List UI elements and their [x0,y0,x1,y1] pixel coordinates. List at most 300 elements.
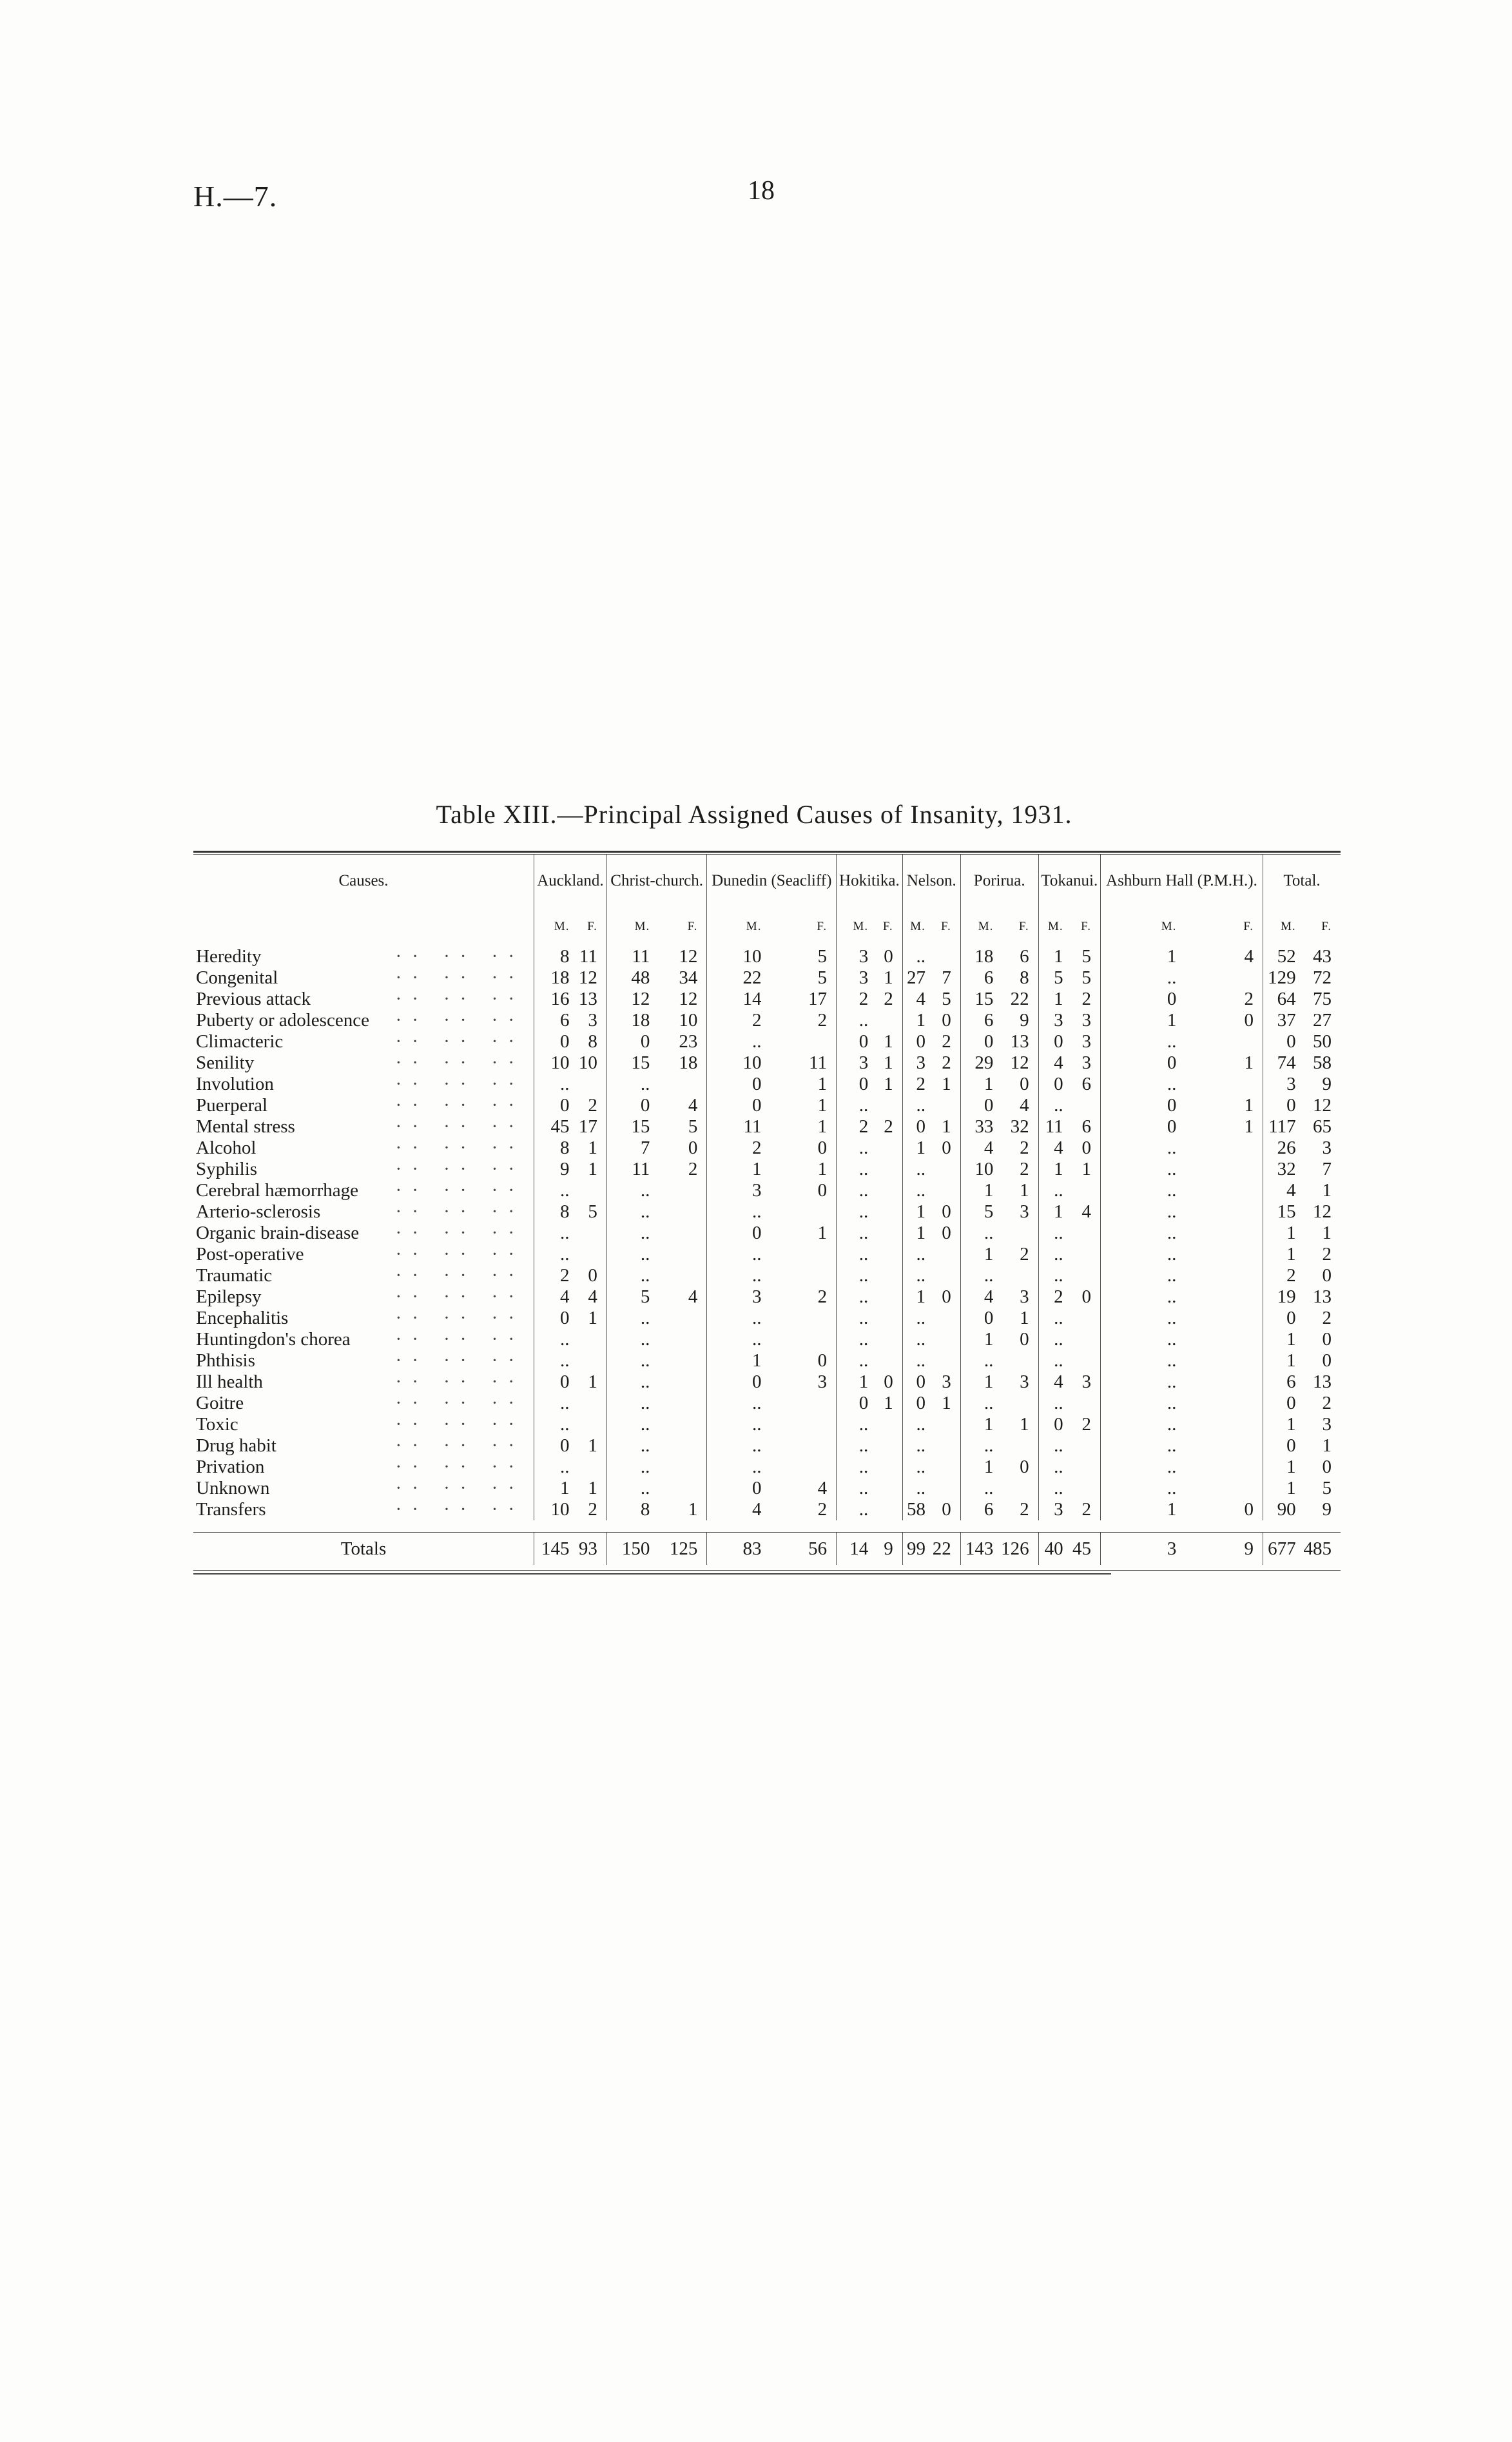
female-count-cell: 0 [1081,1138,1091,1158]
male-count-cell: 0 [1038,1414,1065,1435]
female-count-cell: 2 [817,1010,828,1031]
female-count-cell [871,1180,902,1201]
male-count-cell: 10 [707,946,764,967]
female-column-label: F. [1018,920,1029,933]
female-total-cell: 45 [1066,1533,1101,1565]
cause-label-text: Senility [196,1052,255,1073]
cause-label-text: Privation [196,1457,265,1477]
male-count-cell: .. [1100,1138,1179,1159]
female-count-cell [928,1308,960,1329]
male-count-cell: 0 [534,1371,572,1393]
female-count-cell: 5 [817,967,828,988]
male-count-cell: 1 [1263,1329,1299,1350]
female-count-cell [996,1265,1038,1286]
male-count-cell: 19 [1263,1286,1299,1308]
female-count-cell: 0 [942,1286,951,1307]
female-count-cell: 2 [588,1499,597,1520]
female-count-cell [652,1457,707,1478]
male-count-cell: .. [707,1435,764,1457]
male-count-cell: .. [1038,1180,1065,1201]
table-row [193,1138,1341,1159]
table-row [193,1350,1341,1371]
dot-leader: ·· ·· ·· [395,1031,525,1052]
table-row [193,1499,1341,1520]
female-count-cell: 0 [942,1223,951,1243]
female-count-cell [572,1457,606,1478]
male-count-cell: .. [1100,1031,1179,1052]
female-count-cell: 0 [588,1265,597,1286]
male-count-cell: .. [534,1350,572,1371]
cause-label-text: Encephalitis [196,1308,289,1328]
cause-label-text: Previous attack [196,989,311,1009]
female-count-cell: 0 [884,1371,893,1392]
female-count-cell: 4 [588,1286,597,1307]
male-count-cell: 0 [606,1031,652,1052]
female-count-cell: 75 [1313,989,1332,1009]
female-count-cell: 0 [942,1138,951,1158]
table-row [193,1457,1341,1478]
male-count-cell: 4 [960,1286,996,1308]
female-count-cell [764,1414,836,1435]
cause-label-text: Mental stress [196,1116,295,1137]
female-count-cell [652,1308,707,1329]
cause-label-text: Unknown [196,1478,270,1498]
male-count-cell: .. [960,1350,996,1371]
male-count-cell: .. [960,1265,996,1286]
male-count-cell: .. [707,1393,764,1414]
female-count-cell [652,1244,707,1265]
female-count-cell: 23 [679,1031,698,1052]
male-count-cell: 1 [1263,1350,1299,1371]
dot-leader: ·· ·· ·· [395,1393,525,1413]
male-count-cell: 0 [902,1031,928,1052]
male-count-cell: .. [606,1371,652,1393]
female-count-cell [928,1265,960,1286]
female-count-cell: 9 [1322,1499,1332,1520]
female-count-cell [652,1435,707,1457]
female-count-cell: 0 [1020,1329,1029,1350]
male-count-cell: 0 [960,1308,996,1329]
male-count-cell: .. [606,1350,652,1371]
female-count-cell: 0 [1081,1286,1091,1307]
female-count-cell: 5 [817,946,828,967]
female-count-cell: 13 [1010,1031,1029,1052]
female-count-cell [764,1393,836,1414]
female-count-cell: 0 [1322,1457,1332,1477]
female-count-cell [871,1499,902,1520]
male-count-cell: .. [960,1478,996,1499]
female-count-cell: 1 [588,1159,597,1179]
table-row [193,946,1341,967]
table-row [193,1244,1341,1265]
male-count-cell: .. [606,1435,652,1457]
dot-leader: ·· ·· ·· [395,1201,525,1222]
female-total-cell: 22 [928,1533,960,1565]
male-count-cell: .. [837,1244,871,1265]
female-count-cell [1066,1457,1101,1478]
female-count-cell [1179,1201,1263,1223]
female-count-cell [996,1393,1038,1414]
female-count-cell [928,1159,960,1180]
female-count-cell [764,1457,836,1478]
table-row [193,1308,1341,1329]
male-count-cell: 58 [902,1499,928,1520]
male-count-cell: 1 [902,1223,928,1244]
female-count-cell: 0 [688,1138,698,1158]
female-count-cell: 0 [817,1350,828,1371]
female-count-cell: 2 [1244,989,1254,1009]
female-count-cell: 12 [1313,1201,1332,1222]
female-count-cell [996,1350,1038,1371]
female-count-cell: 9 [1020,1010,1029,1031]
male-count-cell: .. [837,1201,871,1223]
female-count-cell: 17 [808,989,828,1009]
female-count-cell: 2 [1322,1244,1332,1265]
male-count-cell: .. [837,1138,871,1159]
male-count-cell: .. [902,1414,928,1435]
female-count-cell: 4 [1244,946,1254,967]
male-count-cell: 1 [1100,1499,1179,1520]
female-column-label: F. [1081,920,1091,933]
cause-label [193,1286,534,1308]
dot-leader: ·· ·· ·· [395,1329,525,1350]
male-count-cell: 0 [1038,1031,1065,1052]
male-count-cell: .. [534,1223,572,1244]
male-count-cell: 52 [1263,946,1299,967]
female-column-label: F. [817,920,828,933]
male-column-label: M. [960,907,996,946]
male-count-cell: .. [707,1414,764,1435]
table-row [193,1478,1341,1499]
male-count-cell: 18 [960,946,996,967]
male-count-cell: 0 [902,1371,928,1393]
female-count-cell: 12 [679,946,698,967]
female-count-cell: 7 [942,967,951,988]
male-count-cell: .. [606,1478,652,1499]
female-count-cell: 3 [1020,1286,1029,1307]
cause-label [193,989,534,1010]
male-count-cell: 11 [707,1116,764,1138]
male-count-cell: .. [837,1010,871,1031]
mf-subheader-row [193,907,1341,946]
male-count-cell: 0 [837,1031,871,1052]
female-count-cell [1179,1457,1263,1478]
female-total-cell: 93 [572,1533,606,1565]
spacer-cell [193,1520,1341,1533]
dot-leader: ·· ·· ·· [395,946,525,967]
female-count-cell [652,1329,707,1350]
header-row [193,855,1341,907]
table-row [193,1116,1341,1138]
cause-label-text: Organic brain-disease [196,1223,360,1243]
female-count-cell: 1 [1244,1095,1254,1116]
dot-leader: ·· ·· ·· [395,1478,525,1498]
male-count-cell: 3 [837,967,871,989]
dot-leader: ·· ·· ·· [395,1435,525,1456]
male-count-cell: 0 [534,1095,572,1116]
female-count-cell [928,1329,960,1350]
female-count-cell [764,1244,836,1265]
female-count-cell [996,1435,1038,1457]
cause-label-text: Heredity [196,946,262,967]
female-count-cell: 2 [884,989,893,1009]
female-count-cell: 27 [1313,1010,1332,1031]
female-column-label: F. [587,920,597,933]
dot-leader: ·· ·· ·· [395,967,525,988]
male-count-cell: .. [606,1308,652,1329]
male-count-cell: 18 [606,1010,652,1031]
female-count-cell [928,1457,960,1478]
male-count-cell: .. [837,1180,871,1201]
male-count-cell: .. [1038,1223,1065,1244]
male-count-cell: 1 [534,1478,572,1499]
table-row [193,1371,1341,1393]
female-count-cell: 1 [817,1223,828,1243]
female-count-cell [764,1308,836,1329]
totals-row [193,1533,1341,1565]
female-count-cell [572,1074,606,1095]
female-count-cell: 1 [884,1031,893,1052]
female-count-cell: 1 [1020,1414,1029,1435]
female-count-cell [871,1095,902,1116]
female-count-cell [764,1201,836,1223]
female-count-cell [1179,1244,1263,1265]
female-count-cell: 1 [588,1138,597,1158]
male-count-cell: 10 [707,1052,764,1074]
male-count-cell: .. [1100,1329,1179,1350]
male-count-cell: .. [1100,1223,1179,1244]
table-row [193,1010,1341,1031]
male-count-cell: 0 [534,1031,572,1052]
male-count-cell: 1 [1038,1201,1065,1223]
female-count-cell [871,1265,902,1286]
male-count-cell: .. [837,1265,871,1286]
male-count-cell: .. [1100,1265,1179,1286]
male-count-cell: 4 [707,1499,764,1520]
female-count-cell [1179,1031,1263,1052]
female-column-label: F. [687,920,698,933]
female-count-cell [1179,1074,1263,1095]
female-count-cell [1179,967,1263,989]
male-count-cell: .. [1100,1393,1179,1414]
table-row [193,1329,1341,1350]
female-count-cell: 3 [817,1371,828,1392]
female-count-cell: 1 [884,1052,893,1073]
female-count-cell [1179,1435,1263,1457]
male-count-cell: 8 [606,1499,652,1520]
male-count-cell: 1 [707,1159,764,1180]
mf-spacer [193,907,534,946]
male-count-cell: .. [1100,1350,1179,1371]
male-count-cell: .. [606,1223,652,1244]
female-count-cell [764,1329,836,1350]
female-count-cell: 0 [942,1499,951,1520]
male-count-cell: .. [1038,1350,1065,1371]
female-count-cell [1066,1180,1101,1201]
male-count-cell: 1 [960,1244,996,1265]
cause-label [193,1308,534,1329]
female-count-cell [652,1393,707,1414]
cause-label [193,1159,534,1180]
female-count-cell: 12 [1010,1052,1029,1073]
male-count-cell: .. [902,1478,928,1499]
male-count-cell: 15 [1263,1201,1299,1223]
male-count-cell: 0 [960,1095,996,1116]
table-row [193,1414,1341,1435]
cause-label-text: Ill health [196,1371,263,1392]
male-count-cell: 7 [606,1138,652,1159]
female-count-cell: 1 [688,1499,698,1520]
cause-label-text: Syphilis [196,1159,258,1179]
female-count-cell: 1 [942,1393,951,1413]
cause-label-text: Involution [196,1074,274,1094]
male-count-cell: 1 [1038,946,1065,967]
female-count-cell [1179,1286,1263,1308]
female-count-cell [1179,1371,1263,1393]
table-body [193,907,1341,1565]
cause-label-text: Post-operative [196,1244,304,1265]
female-count-cell [928,1095,960,1116]
female-total-cell: 485 [1299,1533,1341,1565]
dot-leader: ·· ·· ·· [395,1138,525,1158]
dot-leader: ·· ·· ·· [395,1457,525,1477]
column-header-auckland: Auckland. [534,855,607,907]
male-count-cell: 45 [534,1116,572,1138]
male-count-cell: 2 [1038,1286,1065,1308]
female-count-cell [1066,1265,1101,1286]
cause-label-text: Alcohol [196,1138,257,1158]
top-rule [193,851,1341,853]
female-count-cell: 1 [1322,1180,1332,1201]
dot-leader: ·· ·· ·· [395,1159,525,1179]
male-count-cell: .. [837,1308,871,1329]
male-count-cell: .. [1038,1095,1065,1116]
cause-label-text: Huntingdon's chorea [196,1329,351,1350]
female-total-cell: 9 [871,1533,902,1565]
female-count-cell [928,1350,960,1371]
male-count-cell: .. [1100,967,1179,989]
female-count-cell: 9 [1322,1074,1332,1094]
page-number: 18 [748,176,775,206]
totals-label: Totals [193,1533,534,1565]
female-count-cell: 4 [1020,1095,1029,1116]
column-header-ashburn-hall: Ashburn Hall (P.M.H.). [1100,855,1263,907]
female-count-cell: 18 [679,1052,698,1073]
male-count-cell: 37 [1263,1010,1299,1031]
female-count-cell [871,1138,902,1159]
male-total-cell: 40 [1038,1533,1065,1565]
female-count-cell [1179,1478,1263,1499]
female-count-cell: 3 [1081,1010,1091,1031]
male-count-cell: 4 [1263,1180,1299,1201]
male-count-cell: 8 [534,946,572,967]
male-count-cell: 1 [1263,1457,1299,1478]
female-total-cell: 126 [996,1533,1038,1565]
female-count-cell: 4 [688,1286,698,1307]
male-count-cell: 74 [1263,1052,1299,1074]
male-count-cell: .. [707,1329,764,1350]
male-count-cell: .. [1038,1329,1065,1350]
female-count-cell [652,1180,707,1201]
female-count-cell: 3 [1081,1031,1091,1052]
female-count-cell: 5 [942,989,951,1009]
female-count-cell [871,1457,902,1478]
female-count-cell: 0 [1020,1457,1029,1477]
male-count-cell: .. [534,1329,572,1350]
female-count-cell [871,1223,902,1244]
male-count-cell: 5 [960,1201,996,1223]
female-count-cell [764,1031,836,1052]
female-count-cell: 1 [1244,1052,1254,1073]
female-count-cell: 72 [1313,967,1332,988]
male-count-cell: .. [902,1244,928,1265]
female-count-cell: 4 [817,1478,828,1498]
male-count-cell: .. [837,1478,871,1499]
page-reference: H.—7. [193,180,278,213]
female-count-cell [996,1478,1038,1499]
female-count-cell: 1 [1244,1116,1254,1137]
female-count-cell: 5 [588,1201,597,1222]
bottom-rule-thick [193,1573,1111,1575]
female-count-cell [652,1223,707,1244]
female-count-cell [1179,1308,1263,1329]
female-count-cell: 2 [1081,1499,1091,1520]
male-count-cell: 4 [960,1138,996,1159]
male-count-cell: .. [837,1457,871,1478]
cause-label [193,1010,534,1031]
cause-label-text: Transfers [196,1499,266,1520]
female-count-cell [996,1223,1038,1244]
male-count-cell: 6 [1263,1371,1299,1393]
female-count-cell: 6 [1081,1116,1091,1137]
male-total-cell: 99 [902,1533,928,1565]
female-count-cell: 1 [1322,1435,1332,1456]
male-count-cell: 117 [1263,1116,1299,1138]
male-count-cell: 4 [1038,1371,1065,1393]
female-column-label: F. [941,920,951,933]
male-count-cell: 1 [837,1371,871,1393]
male-count-cell: .. [534,1244,572,1265]
female-count-cell: 4 [688,1095,698,1116]
female-count-cell: 2 [1081,989,1091,1009]
female-count-cell [1179,1159,1263,1180]
female-count-cell [1066,1478,1101,1499]
table-row [193,1223,1341,1244]
male-count-cell: .. [1038,1393,1065,1414]
column-header-dunedin: Dunedin (Seacliff) [707,855,837,907]
male-count-cell: .. [1100,1371,1179,1393]
female-count-cell [1179,1393,1263,1414]
male-count-cell: .. [960,1223,996,1244]
dot-leader: ·· ·· ·· [395,1116,525,1137]
female-count-cell [871,1350,902,1371]
male-column-label: M. [902,907,928,946]
cause-label [193,1052,534,1074]
female-count-cell [572,1329,606,1350]
male-count-cell: .. [1038,1244,1065,1265]
male-count-cell: .. [837,1499,871,1520]
male-count-cell: .. [606,1457,652,1478]
male-count-cell: 10 [534,1052,572,1074]
female-count-cell [1066,1223,1101,1244]
male-count-cell: 6 [960,967,996,989]
female-count-cell [1179,1414,1263,1435]
female-column-label: F. [1243,920,1254,933]
male-total-cell: 677 [1263,1533,1299,1565]
dot-leader: ·· ·· ·· [395,1371,525,1392]
male-count-cell: 2 [534,1265,572,1286]
table-row [193,1201,1341,1223]
